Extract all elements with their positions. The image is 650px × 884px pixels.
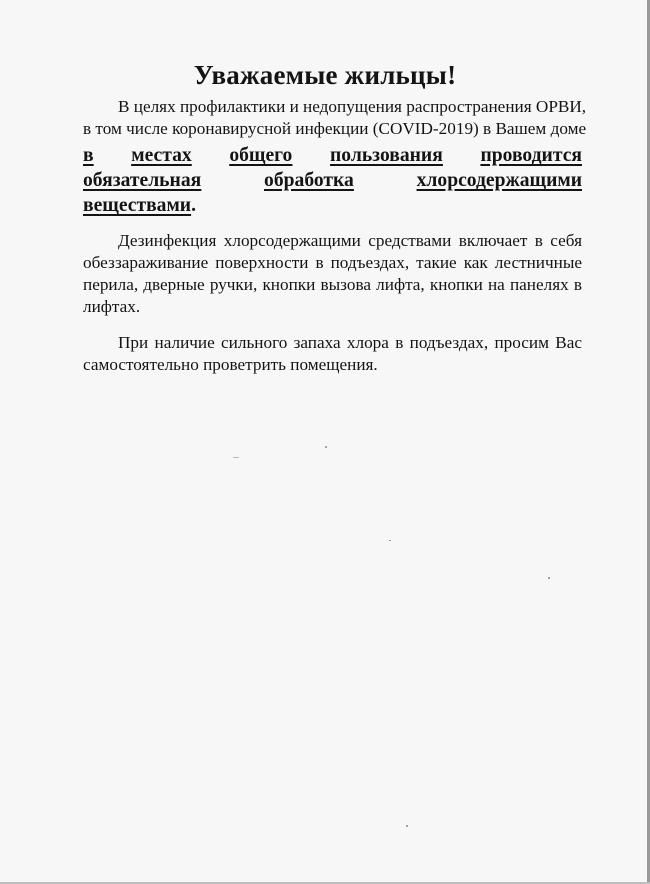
paragraph-disinfection: Дезинфекция хлорсодержащими средствами включает в себя обеззараживание поверхности в подъездах, такие как лестничные перила, дверные ручки, кнопки вызова лифта, кнопки на панелях в лифтах. bbox=[83, 231, 582, 316]
scan-speck bbox=[406, 825, 408, 827]
emphasis-word: хлорсодержащими bbox=[416, 170, 582, 191]
emphasis-line-3 bbox=[83, 193, 582, 218]
emphasis-word: обязательная bbox=[83, 170, 202, 191]
scan-speck bbox=[325, 446, 327, 448]
notice-body bbox=[83, 96, 587, 376]
paragraph-intro bbox=[83, 96, 587, 140]
emphasis-word: проводится bbox=[480, 145, 582, 166]
emphasis-word: пользования bbox=[330, 145, 443, 166]
emphasis-word: общего bbox=[229, 145, 293, 166]
emphasis-word: в bbox=[83, 145, 94, 166]
scan-speck bbox=[233, 457, 239, 458]
paragraph-ventilation: При наличие сильного запаха хлора в подъездах, просим Вас самостоятельно проветрить помещения. bbox=[83, 333, 582, 374]
notice-title: Уважаемые жильцы! bbox=[193, 60, 457, 90]
emphasis-period: . bbox=[191, 195, 196, 216]
emphasis-word: веществами bbox=[83, 195, 192, 216]
emphasis-word: обработка bbox=[264, 170, 354, 191]
scan-speck bbox=[548, 577, 550, 579]
emphasis-line-1 bbox=[83, 143, 582, 168]
intro-line-2: в том числе коронавирусной инфекции (COVID-2019) в Вашем доме bbox=[83, 119, 587, 138]
intro-line-1: В целях профилактики и недопущения распространения ОРВИ, bbox=[118, 97, 587, 116]
emphasis-block bbox=[83, 143, 582, 218]
emphasis-line-2 bbox=[83, 168, 582, 193]
emphasis-word: местах bbox=[131, 145, 192, 166]
scan-speck bbox=[389, 540, 391, 541]
